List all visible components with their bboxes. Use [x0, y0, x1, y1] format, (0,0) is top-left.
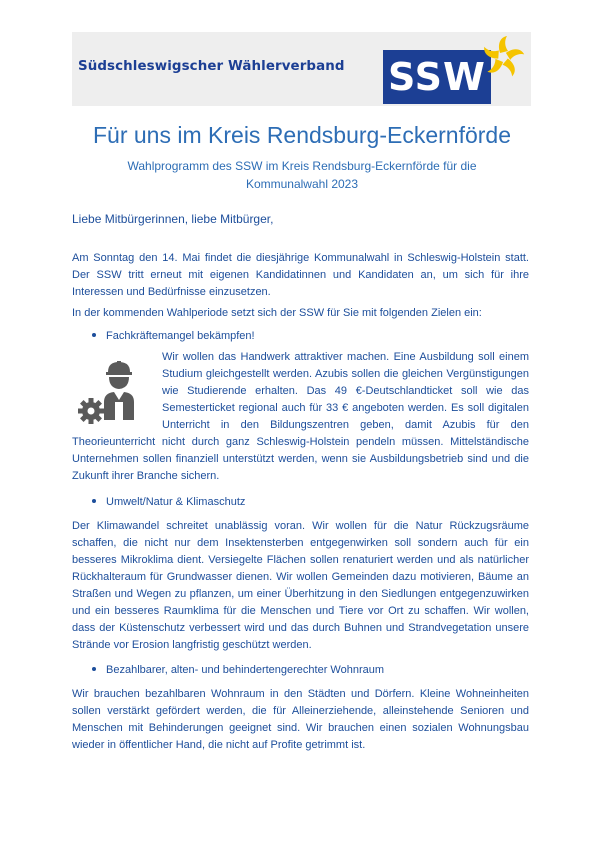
bullet-dot	[92, 667, 96, 671]
section-heading: Umwelt/Natur & Klimaschutz	[106, 496, 246, 508]
section-2-text: Der Klimawandel schreitet unablässig voran. Wir wollen für die Natur Rückzugsräume schaffen, die nicht nur dem Insektensterben entgegenwirken soll sondern auch für ein besseres Mikroklima dient. Versiegelte Flächen sollen renaturiert werden und als natürlicher Rückhalteraum für Grundwasser dienen. Wir wollen Gemeinden dazu motivieren, Bäume an Straßen und Wegen zu pflanzen, um einer Überhitzung in den Siedlungen entgegenzuwirken und ein besseres Raumklima für die Menschen und Tiere vor Ort zu schaffen. Wir wollen, dass der Küstenschutz verbessert wird und das durch Buhnen und Strandvegetation unsere Strände vor Erosion langfristig geschützt werden.	[72, 520, 529, 651]
subtitle-line-2: Kommunalwahl 2023	[245, 177, 359, 191]
organization-name: Südschleswigscher Wählerverband	[78, 59, 345, 74]
sun-logo-icon	[480, 34, 526, 80]
section-heading: Fachkräftemangel bekämpfen!	[106, 330, 255, 342]
intro-paragraph: Am Sonntag den 14. Mai findet die diesjährige Kommunalwahl in Schleswig-Holstein statt. Der SSW tritt erneut mit eigenen Kandidatinnen und Kandidaten an, um sich für ihre Interessen und Bedürfnisse einzusetzen.	[72, 252, 529, 298]
bullet-dot	[92, 499, 96, 503]
icon-spacer	[72, 349, 162, 434]
bullet-heading-2	[92, 496, 245, 508]
section-1-body: Wir wollen das Handwerk attraktiver machen. Eine Ausbildung soll einem Studium gleichgestellt werden. Azubis sollen die gleichen Vergünstigungen wie Studierende erhalten. Das 49 €-Deutschlandticket soll wie das Semesterticket regional auch für 33 € angeboten werden. Es soll digitalen Unterricht in den Bildungszentren geben, damit Azubis für den Theorieunterricht nicht durch ganz Schleswig-Holstein pendeln müssen. Mittelständische Unternehmen sollen finanziell unterstützt werden, wenn sie Ausbildungsbetrieb sind und die Zukunft ihrer Branche sichern.	[72, 351, 529, 482]
section-heading: Bezahlbarer, alten- und behindertengerechter Wohnraum	[106, 664, 385, 676]
logo-text: SSW	[388, 55, 486, 99]
ssw-logo	[383, 50, 491, 104]
page-title: Für uns im Kreis Rendsburg-Eckernförde	[93, 122, 511, 148]
goals-intro: In der kommenden Wahlperiode setzt sich der SSW für Sie mit folgenden Zielen ein:	[72, 307, 482, 319]
subtitle-line-1: Wahlprogramm des SSW im Kreis Rendsburg-Eckernförde für die	[127, 159, 477, 173]
section-1-text	[72, 349, 529, 485]
greeting: Liebe Mitbürgerinnen, liebe Mitbürger,	[72, 212, 274, 226]
section-3-text: Wir brauchen bezahlbaren Wohnraum in den Städten und Dörfern. Kleine Wohneinheiten sollen verstärkt gefördert werden, die für Alleinerziehende, alleinstehende Senioren und Menschen mit Behinderungen geeignet sind. Wir brauchen einen sozialen Wohnungsbau wieder in öffentlicher Hand, die nicht auf Profite getrimmt ist.	[72, 688, 529, 751]
bullet-heading-3	[92, 664, 384, 676]
page-subtitle	[72, 157, 532, 193]
bullet-heading-1	[92, 330, 255, 342]
bullet-dot	[92, 333, 96, 337]
